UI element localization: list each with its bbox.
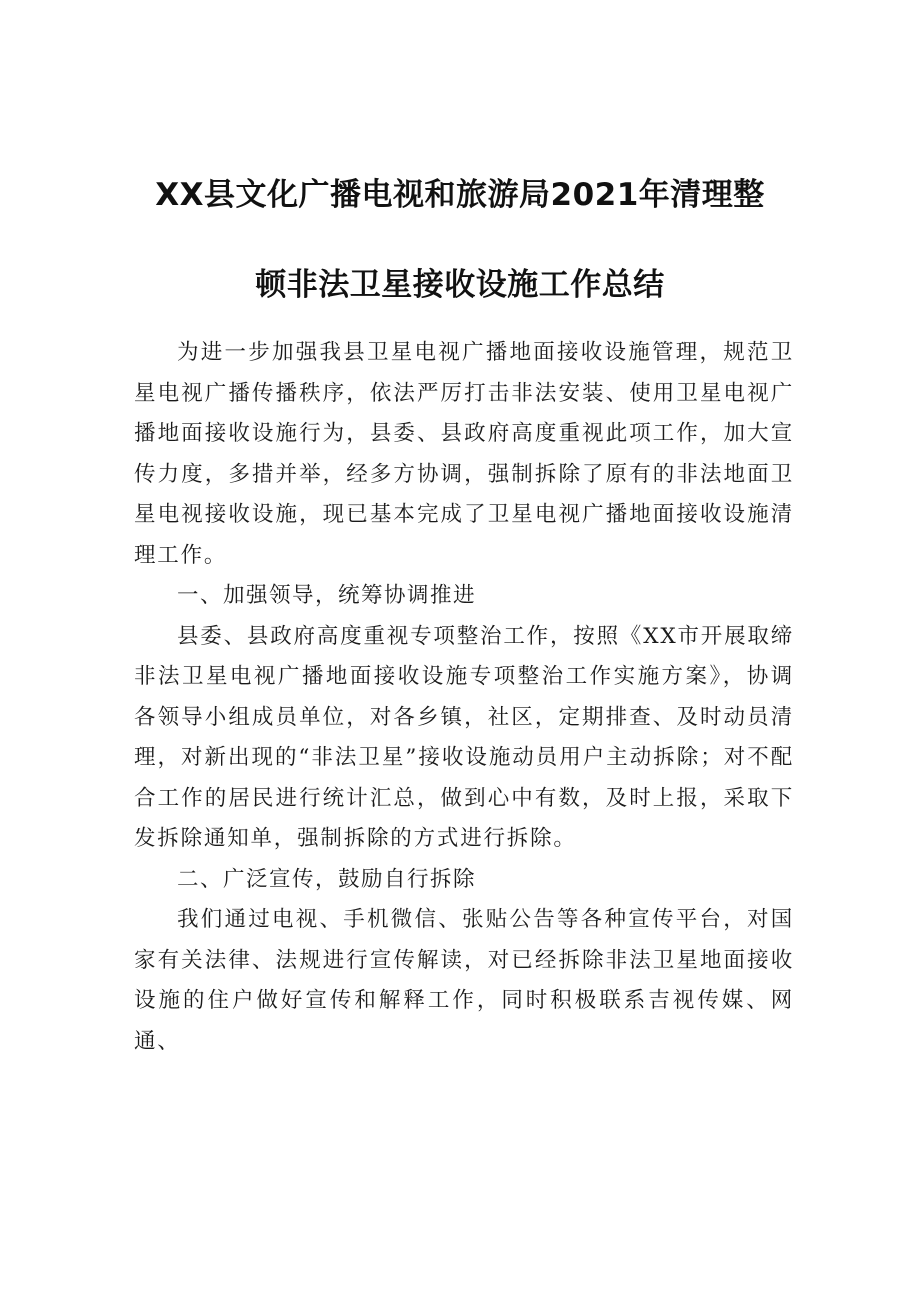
section-1-paragraph: 县委、县政府高度重视专项整治工作，按照《XX市开展取缔非法卫星电视广播地面接收设施专项整治工作实施方案》，协调各领导小组成员单位，对各乡镇，社区，定期排查、及时动员清理，对新出现的“非法卫星”接收设施动员用户主动拆除；对不配合工作的居民进行统计汇总，做到心中有数，及时上报，采取下发拆除通知单，强制拆除的方式进行拆除。 bbox=[134, 623, 794, 851]
section-heading-1: 一、加强领导，统筹协调推进 bbox=[177, 583, 477, 608]
section-2-paragraph: 我们通过电视、手机微信、张贴公告等各种宣传平台，对国家有关法律、法规进行宣传解读，对已经拆除非法卫星地面接收设施的住户做好宣传和解释工作，同时积极联系吉视传媒、网通、 bbox=[134, 907, 794, 1054]
document-body bbox=[134, 333, 794, 1062]
document-title-line-1: XX县文化广播电视和旅游局2021年清理整 bbox=[155, 177, 765, 213]
document-title-line-2: 顿非法卫星接收设施工作总结 bbox=[255, 267, 665, 303]
section-heading-2: 二、广泛宣传，鼓励自行拆除 bbox=[177, 866, 477, 892]
intro-paragraph: 为进一步加强我县卫星电视广播地面接收设施管理，规范卫星电视广播传播秩序，依法严厉打击非法安装、使用卫星电视广播地面接收设施行为，县委、县政府高度重视此项工作，加大宣传力度，多措并举，经多方协调，强制拆除了原有的非法地面卫星电视接收设施，现已基本完成了卫星电视广播地面接收设施清理工作。 bbox=[134, 340, 794, 568]
